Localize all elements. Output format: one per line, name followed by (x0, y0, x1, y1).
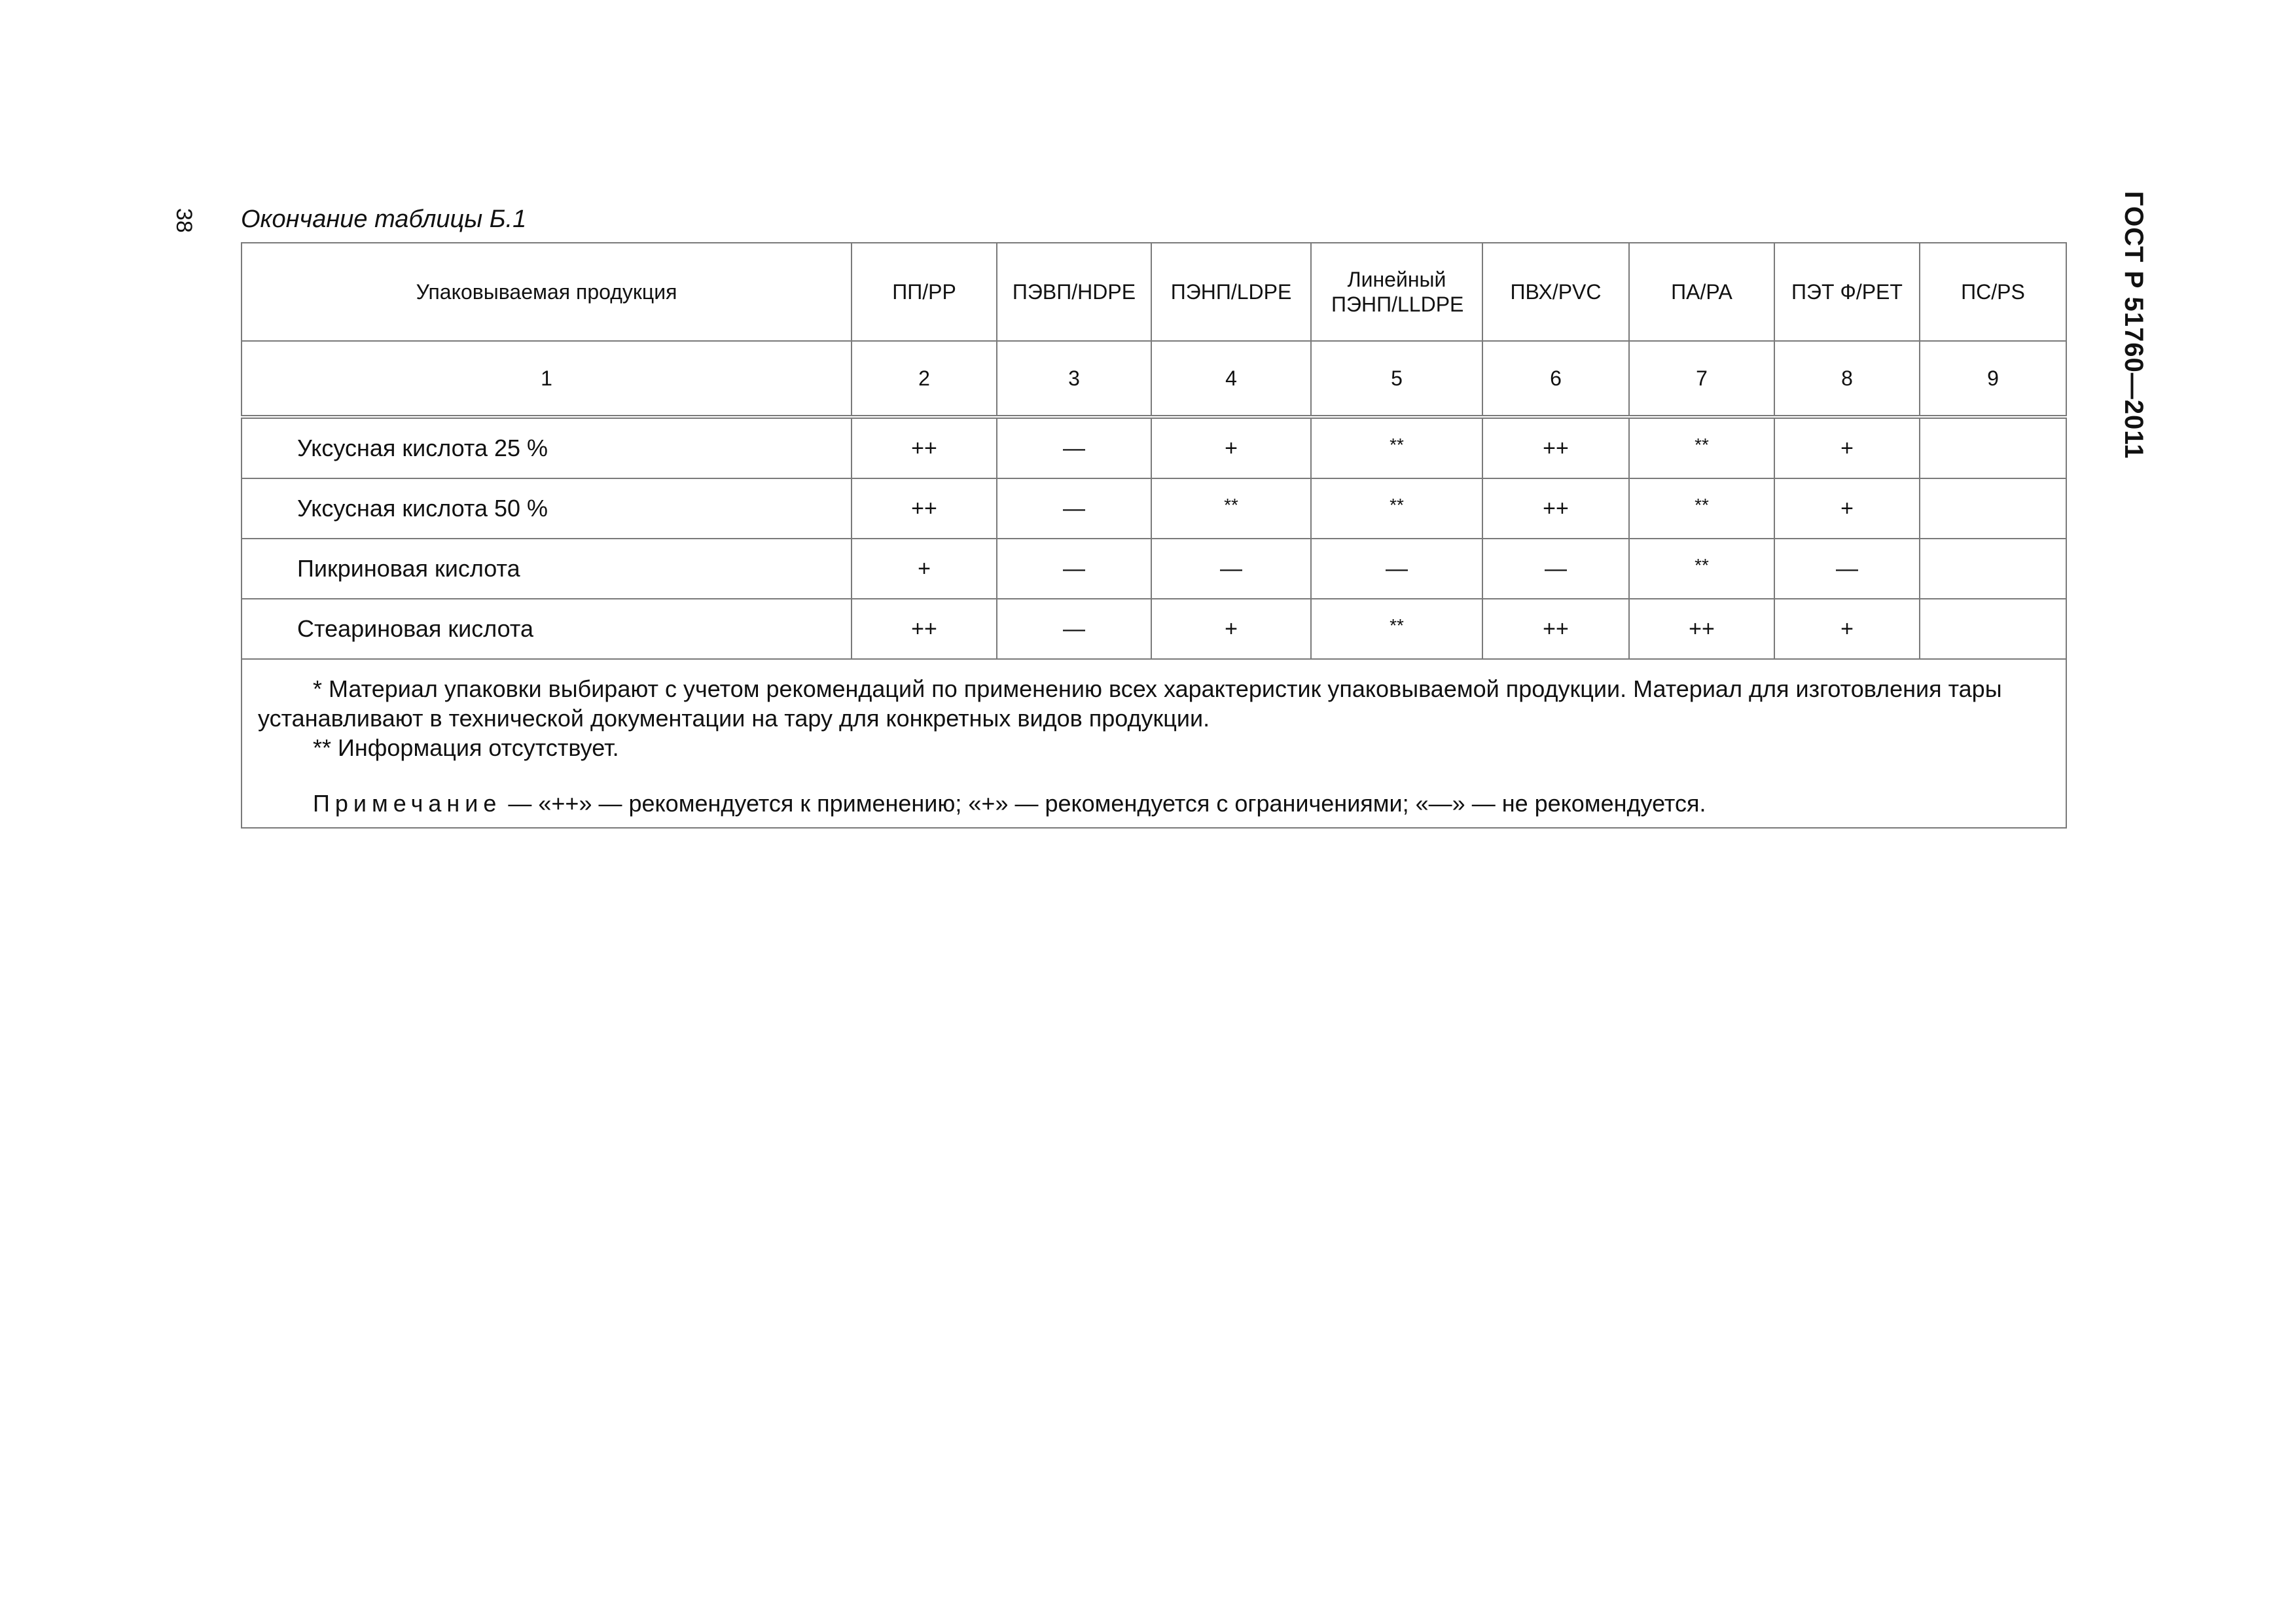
header-cell-product: Упаковываемая продукция (242, 243, 852, 341)
column-number-row (242, 341, 2066, 417)
rating-cell: ** (1311, 478, 1482, 539)
rating-cell: ** (1151, 478, 1311, 539)
header-cell-ps: ПС/PS (1920, 243, 2066, 341)
materials-table (241, 242, 2067, 829)
remark-label: Примечание (313, 790, 502, 817)
column-number: 1 (242, 341, 852, 417)
rating-cell: + (852, 539, 997, 599)
rating-cell: + (1151, 599, 1311, 659)
notes-cell (242, 659, 2066, 828)
rating-cell: ** (1311, 599, 1482, 659)
rating-cell: + (1774, 478, 1920, 539)
rating-cell: — (997, 417, 1151, 478)
rating-cell: — (1774, 539, 1920, 599)
column-number: 3 (997, 341, 1151, 417)
page-number: 38 (171, 208, 196, 233)
header-cell-pet: ПЭТ Ф/РЕТ (1774, 243, 1920, 341)
notes-row (242, 659, 2066, 828)
table-row (242, 417, 2066, 478)
rating-cell: — (997, 539, 1151, 599)
table-row (242, 599, 2066, 659)
rating-cell: ** (1629, 417, 1774, 478)
column-number: 6 (1482, 341, 1629, 417)
product-name: Уксусная кислота 50 % (242, 478, 852, 539)
rating-cell: ++ (1482, 478, 1629, 539)
rating-cell: ** (1629, 478, 1774, 539)
column-number: 2 (852, 341, 997, 417)
rating-cell: — (1482, 539, 1629, 599)
document-code: ГОСТ Р 51760—2011 (2119, 191, 2148, 459)
column-number: 8 (1774, 341, 1920, 417)
rating-cell: ++ (852, 417, 997, 478)
notes-spacer (258, 762, 2050, 789)
table-row (242, 539, 2066, 599)
rating-cell: ++ (1482, 599, 1629, 659)
rating-cell: + (1774, 599, 1920, 659)
rating-cell: ++ (1482, 417, 1629, 478)
header-cell-pvc: ПВХ/PVC (1482, 243, 1629, 341)
remark-line (258, 789, 2050, 818)
rating-cell (1920, 599, 2066, 659)
header-cell-lldpe: Линейный ПЭНП/LLDPE (1311, 243, 1482, 341)
rating-cell: + (1151, 417, 1311, 478)
column-number: 4 (1151, 341, 1311, 417)
column-number: 5 (1311, 341, 1482, 417)
table-row (242, 478, 2066, 539)
remark-text: — «++» — рекомендуется к применению; «+» — рекомендуется с ограничениями; «—» — не рекомендуется. (501, 790, 1706, 817)
column-number: 7 (1629, 341, 1774, 417)
rating-cell: ** (1311, 417, 1482, 478)
header-cell-pp: ПП/РР (852, 243, 997, 341)
rating-cell (1920, 478, 2066, 539)
rating-cell: ++ (852, 478, 997, 539)
header-cell-ldpe: ПЭНП/LDPE (1151, 243, 1311, 341)
header-cell-hdpe: ПЭВП/HDPE (997, 243, 1151, 341)
footnote-material: * Материал упаковки выбирают с учетом рекомендаций по применению всех характеристик упаковываемой продукции. Материал для изготовления тары (313, 675, 2002, 702)
header-row (242, 243, 2066, 341)
rating-cell: — (997, 478, 1151, 539)
rating-cell: — (1151, 539, 1311, 599)
header-cell-pa: ПА/РА (1629, 243, 1774, 341)
column-number: 9 (1920, 341, 2066, 417)
rating-cell: ** (1629, 539, 1774, 599)
rating-cell: — (1311, 539, 1482, 599)
footnote-no-info: ** Информация отсутствует. (313, 734, 619, 761)
table-caption: Окончание таблицы Б.1 (241, 205, 527, 233)
rating-cell (1920, 539, 2066, 599)
product-name: Уксусная кислота 25 % (242, 417, 852, 478)
rating-cell: + (1774, 417, 1920, 478)
product-name: Стеариновая кислота (242, 599, 852, 659)
footnote-material-continuation: устанавливают в технической документации на тару для конкретных видов продукции. (258, 705, 1210, 732)
rating-cell (1920, 417, 2066, 478)
rating-cell: — (997, 599, 1151, 659)
rating-cell: ++ (852, 599, 997, 659)
rating-cell: ++ (1629, 599, 1774, 659)
product-name: Пикриновая кислота (242, 539, 852, 599)
